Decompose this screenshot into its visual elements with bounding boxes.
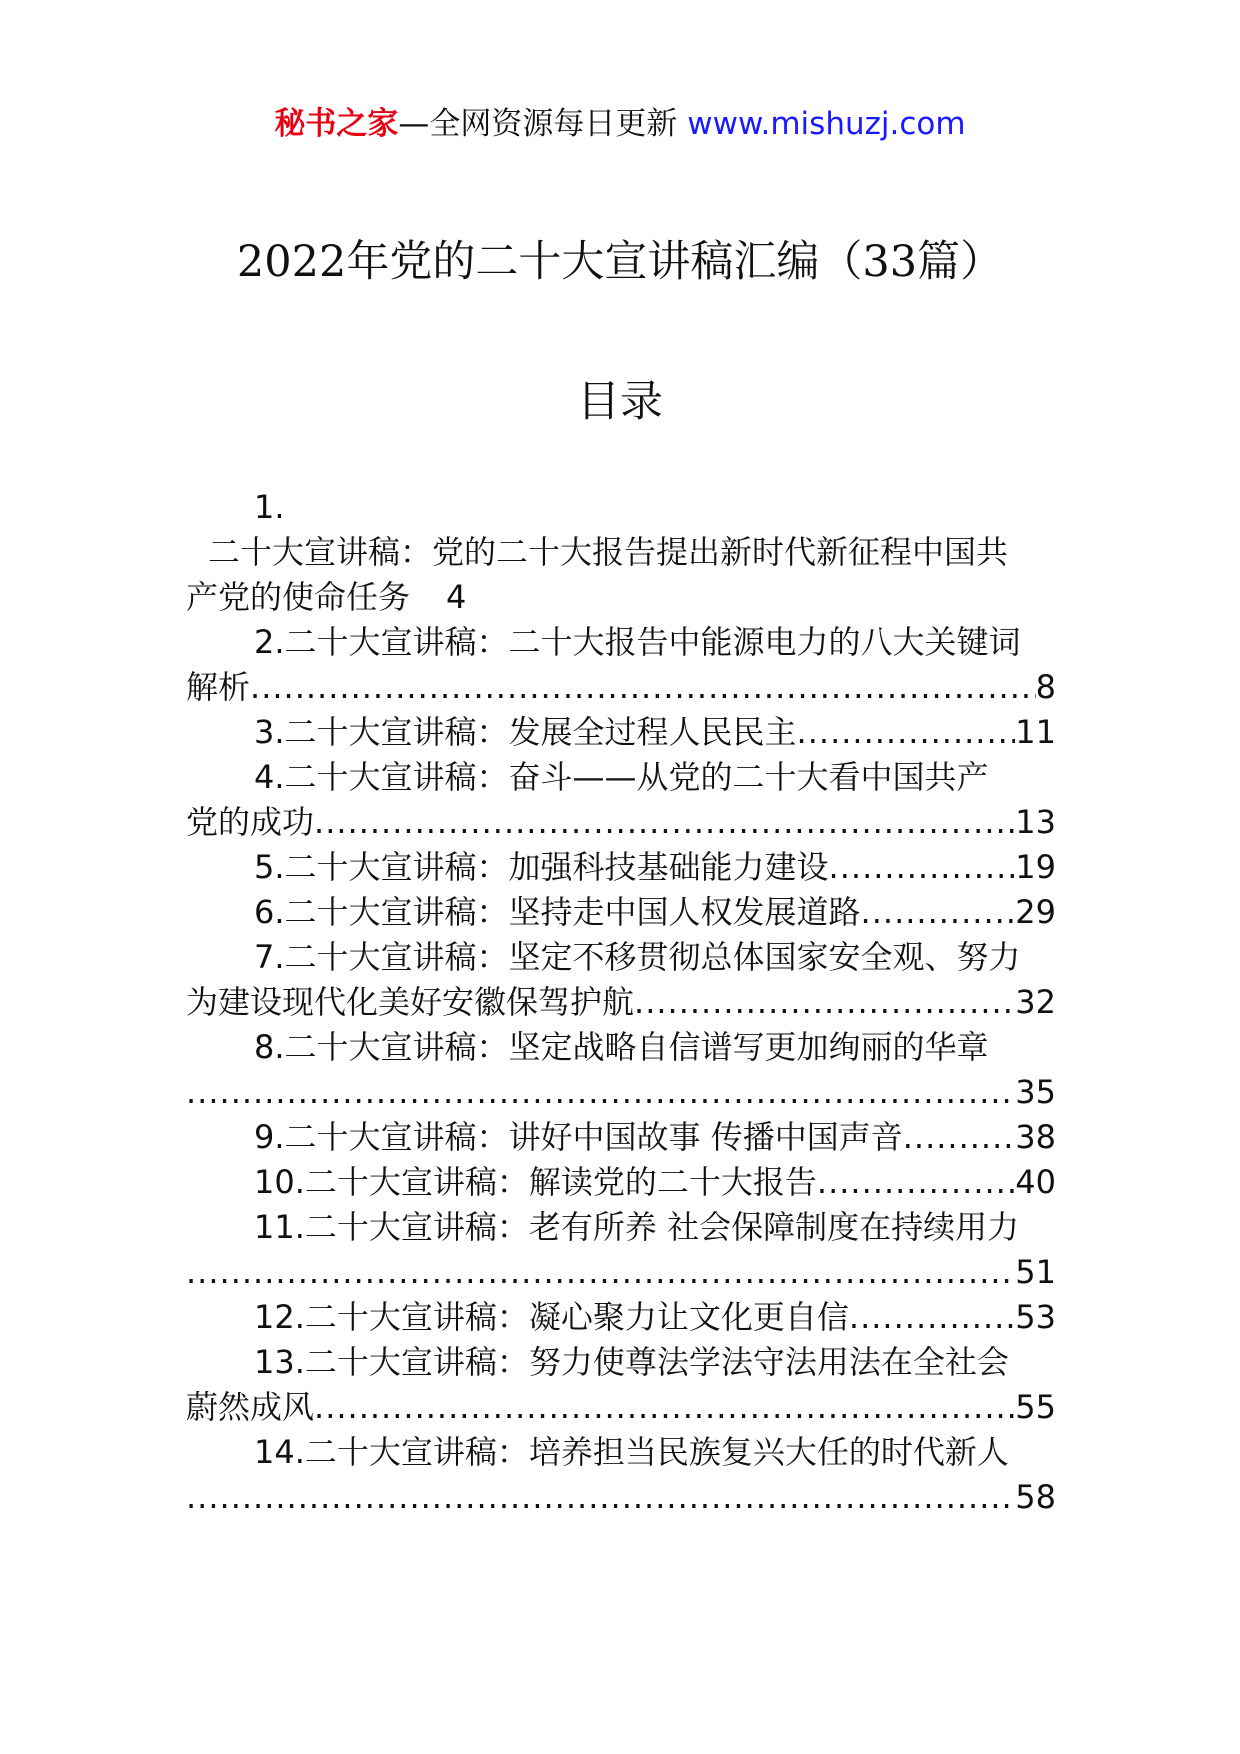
toc-entry-title-line: 4.二十大宣讲稿：奋斗——从党的二十大看中国共产 <box>254 758 989 796</box>
toc-page-number: 29 <box>1015 893 1056 931</box>
dot-leader <box>861 890 1016 935</box>
toc-entry[interactable] <box>186 1205 1056 1295</box>
toc-page-number: 55 <box>1015 1388 1056 1426</box>
dot-leader <box>797 710 1016 755</box>
toc-entry-title-line: 产党的使命任务 4 <box>186 575 1056 620</box>
toc-entry[interactable] <box>186 1340 1056 1430</box>
toc-page-number: 4 <box>446 578 467 616</box>
toc-entry-title-line: 解析 ..... 8 <box>186 665 1056 710</box>
dot-leader <box>817 1160 1015 1205</box>
toc-entry[interactable] <box>186 1115 1056 1160</box>
site-header <box>0 100 1240 148</box>
dot-leader <box>186 1250 1015 1295</box>
toc-page-number: 51 <box>1015 1253 1056 1291</box>
toc-entry[interactable] <box>186 1295 1056 1340</box>
dot-leader <box>250 665 1036 710</box>
toc-entry[interactable] <box>186 485 1056 620</box>
toc-entry[interactable] <box>186 620 1056 710</box>
toc-entry-title-line: 二十大宣讲稿：党的二十大报告提出新时代新征程中国共 <box>208 533 1009 571</box>
toc-entry-title-line: 2.二十大宣讲稿：二十大报告中能源电力的八大关键词 <box>254 623 1021 661</box>
toc-entry-title-line: 党的成功 ..... 13 <box>186 800 1056 845</box>
toc-entry-title-line: 蔚然成风 ..... 55 <box>186 1385 1056 1430</box>
table-of-contents <box>186 485 1056 1520</box>
site-url-link[interactable]: www.mishuzj.com <box>687 106 966 142</box>
toc-entry-title-line: 14.二十大宣讲稿：培养担当民族复兴大任的时代新人 <box>254 1433 1009 1471</box>
header-slogan: —全网资源每日更新 <box>398 106 688 142</box>
toc-entry-title-line <box>186 1250 1056 1295</box>
toc-entry[interactable] <box>186 845 1056 890</box>
brand-name: 秘书之家 <box>274 106 399 142</box>
document-title: 2022年党的二十大宣讲稿汇编（33篇） <box>236 237 1004 287</box>
toc-entry-title-line: 13.二十大宣讲稿：努力使尊法学法守法用法在全社会 <box>254 1343 1009 1381</box>
dot-leader <box>314 1385 1015 1430</box>
dot-leader <box>829 845 1016 890</box>
toc-page-number: 32 <box>1015 983 1056 1021</box>
toc-page-number: 8 <box>1035 668 1056 706</box>
dot-leader <box>186 1070 1015 1115</box>
toc-page-number: 11 <box>1015 713 1056 751</box>
toc-entry-title-line: 9.二十大宣讲稿：讲好中国故事 传播中国声音 ..... 38 <box>186 1115 1056 1160</box>
toc-page-number: 38 <box>1015 1118 1056 1156</box>
toc-page-number: 13 <box>1015 803 1056 841</box>
toc-entry[interactable] <box>186 755 1056 845</box>
toc-entry-title-line: 11.二十大宣讲稿：老有所养 社会保障制度在持续用力 <box>254 1208 1020 1246</box>
dot-leader <box>314 800 1015 845</box>
toc-entry-title-line: 8.二十大宣讲稿：坚定战略自信谱写更加绚丽的华章 <box>254 1028 989 1066</box>
toc-entry-title-line <box>186 1070 1056 1115</box>
toc-page-number: 58 <box>1015 1478 1056 1516</box>
toc-entry[interactable] <box>186 710 1056 755</box>
toc-entry-title-line: 10.二十大宣讲稿：解读党的二十大报告 ..... 40 <box>186 1160 1056 1205</box>
toc-page-number: 19 <box>1015 848 1056 886</box>
toc-entry-title-line: 12.二十大宣讲稿：凝心聚力让文化更自信 ..... 53 <box>186 1295 1056 1340</box>
toc-page-number: 53 <box>1015 1298 1056 1336</box>
dot-leader <box>634 980 1015 1025</box>
dot-leader <box>186 1475 1015 1520</box>
toc-heading: 目录 <box>577 377 663 427</box>
toc-entry[interactable] <box>186 935 1056 1025</box>
toc-entry[interactable] <box>186 1025 1056 1115</box>
toc-entry[interactable] <box>186 1160 1056 1205</box>
toc-entry[interactable] <box>186 890 1056 935</box>
toc-entry-title-line <box>186 1475 1056 1520</box>
toc-entry-title-line: 6.二十大宣讲稿：坚持走中国人权发展道路 ..... 29 <box>186 890 1056 935</box>
dot-leader <box>849 1295 1015 1340</box>
dot-leader <box>903 1115 1016 1160</box>
toc-entry-title-line: 5.二十大宣讲稿：加强科技基础能力建设 ..... 19 <box>186 845 1056 890</box>
toc-entry-title-line: 7.二十大宣讲稿：坚定不移贯彻总体国家安全观、努力 <box>254 938 1021 976</box>
toc-entry[interactable] <box>186 1430 1056 1520</box>
toc-entry-title-line: 3.二十大宣讲稿：发展全过程人民民主 ..... 11 <box>186 710 1056 755</box>
toc-page-number: 40 <box>1015 1163 1056 1201</box>
toc-entry-title-line: 为建设现代化美好安徽保驾护航 ..... 32 <box>186 980 1056 1025</box>
toc-entry-number: 1. <box>254 488 285 526</box>
toc-page-number: 35 <box>1015 1073 1056 1111</box>
